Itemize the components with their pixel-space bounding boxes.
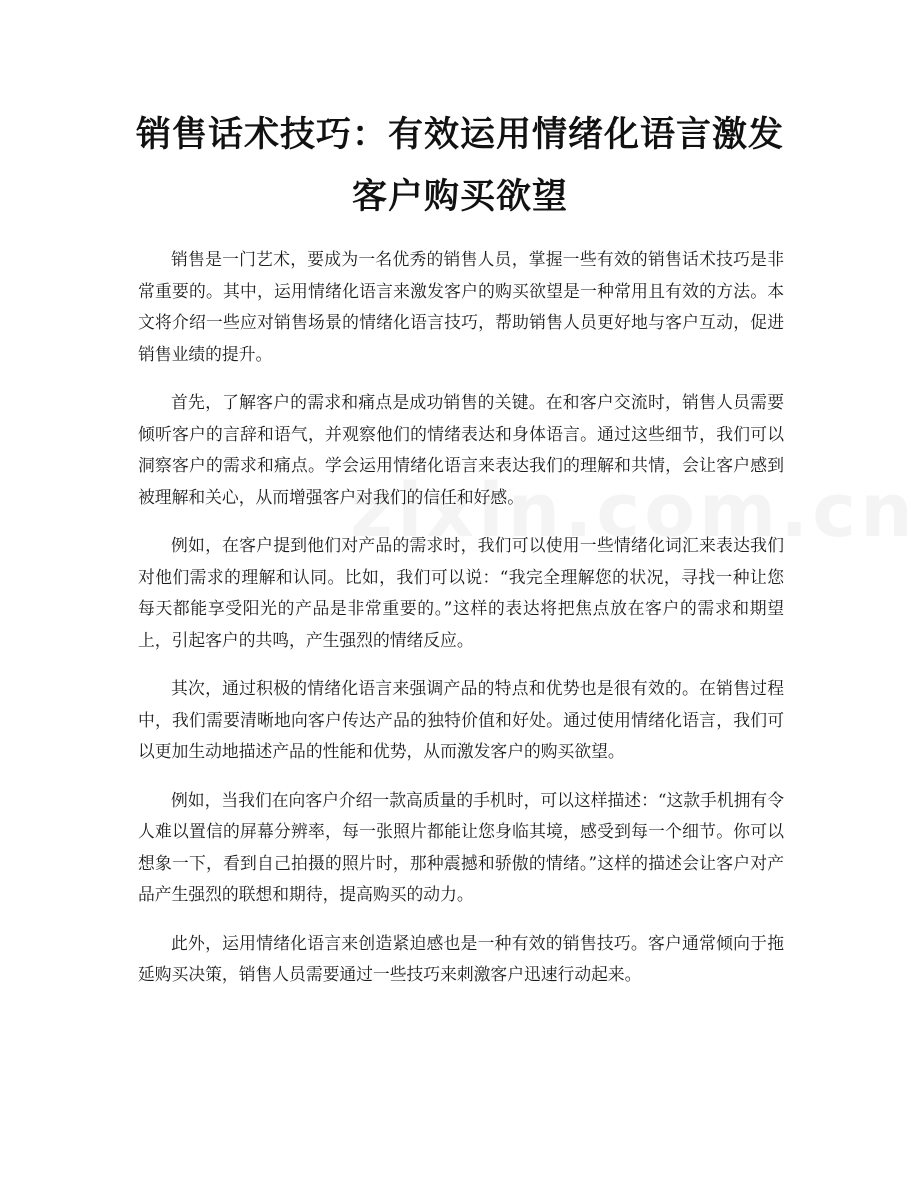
paragraph-3: 例如，在客户提到他们对产品的需求时，我们可以使用一些情绪化词汇来表达我们对他们需求的理解和认同。比如，我们可以说：“我完全理解您的状况，寻找一种让您每天都能享受阳光的产品是非常重要的。”这样的表达将把焦点放在客户的需求和期望上，引起客户的共鸣，产生强烈的情绪反应。	[138, 535, 784, 650]
paragraph-1: 销售是一门艺术，要成为一名优秀的销售人员，掌握一些有效的销售话术技巧是非常重要的。其中，运用情绪化语言来激发客户的购买欲望是一种常用且有效的方法。本文将介绍一些应对销售场景的情绪化语言技巧，帮助销售人员更好地与客户互动，促进销售业绩的提升。	[138, 249, 784, 364]
paragraph-6: 此外，运用情绪化语言来创造紧迫感也是一种有效的销售技巧。客户通常倾向于拖延购买决策，销售人员需要通过一些技巧来刺激客户迅速行动起来。	[138, 932, 784, 984]
paragraph-4: 其次，通过积极的情绪化语言来强调产品的特点和优势也是很有效的。在销售过程中，我们需要清晰地向客户传达产品的独特价值和好处。通过使用情绪化语言，我们可以更加生动地描述产品的性能和优势，从而激发客户的购买欲望。	[138, 678, 784, 761]
page-title: 销售话术技巧：有效运用情绪化语言激发客户购买欲望	[135, 115, 784, 217]
document-body	[138, 244, 784, 1008]
paragraph-2: 首先，了解客户的需求和痛点是成功销售的关键。在和客户交流时，销售人员需要倾听客户的言辞和语气，并观察他们的情绪表达和身体语言。通过这些细节，我们可以洞察客户的需求和痛点。学会运用情绪化语言来表达我们的理解和共情，会让客户感到被理解和关心，从而增强客户对我们的信任和好感。	[138, 392, 784, 507]
paragraph-5: 例如，当我们在向客户介绍一款高质量的手机时，可以这样描述：“这款手机拥有令人难以置信的屏幕分辨率，每一张照片都能让您身临其境，感受到每一个细节。你可以想象一下，看到自己拍摄的照片时，那种震撼和骄傲的情绪。”这样的描述会让客户对产品产生强烈的联想和期待，提高购买的动力。	[138, 789, 784, 904]
